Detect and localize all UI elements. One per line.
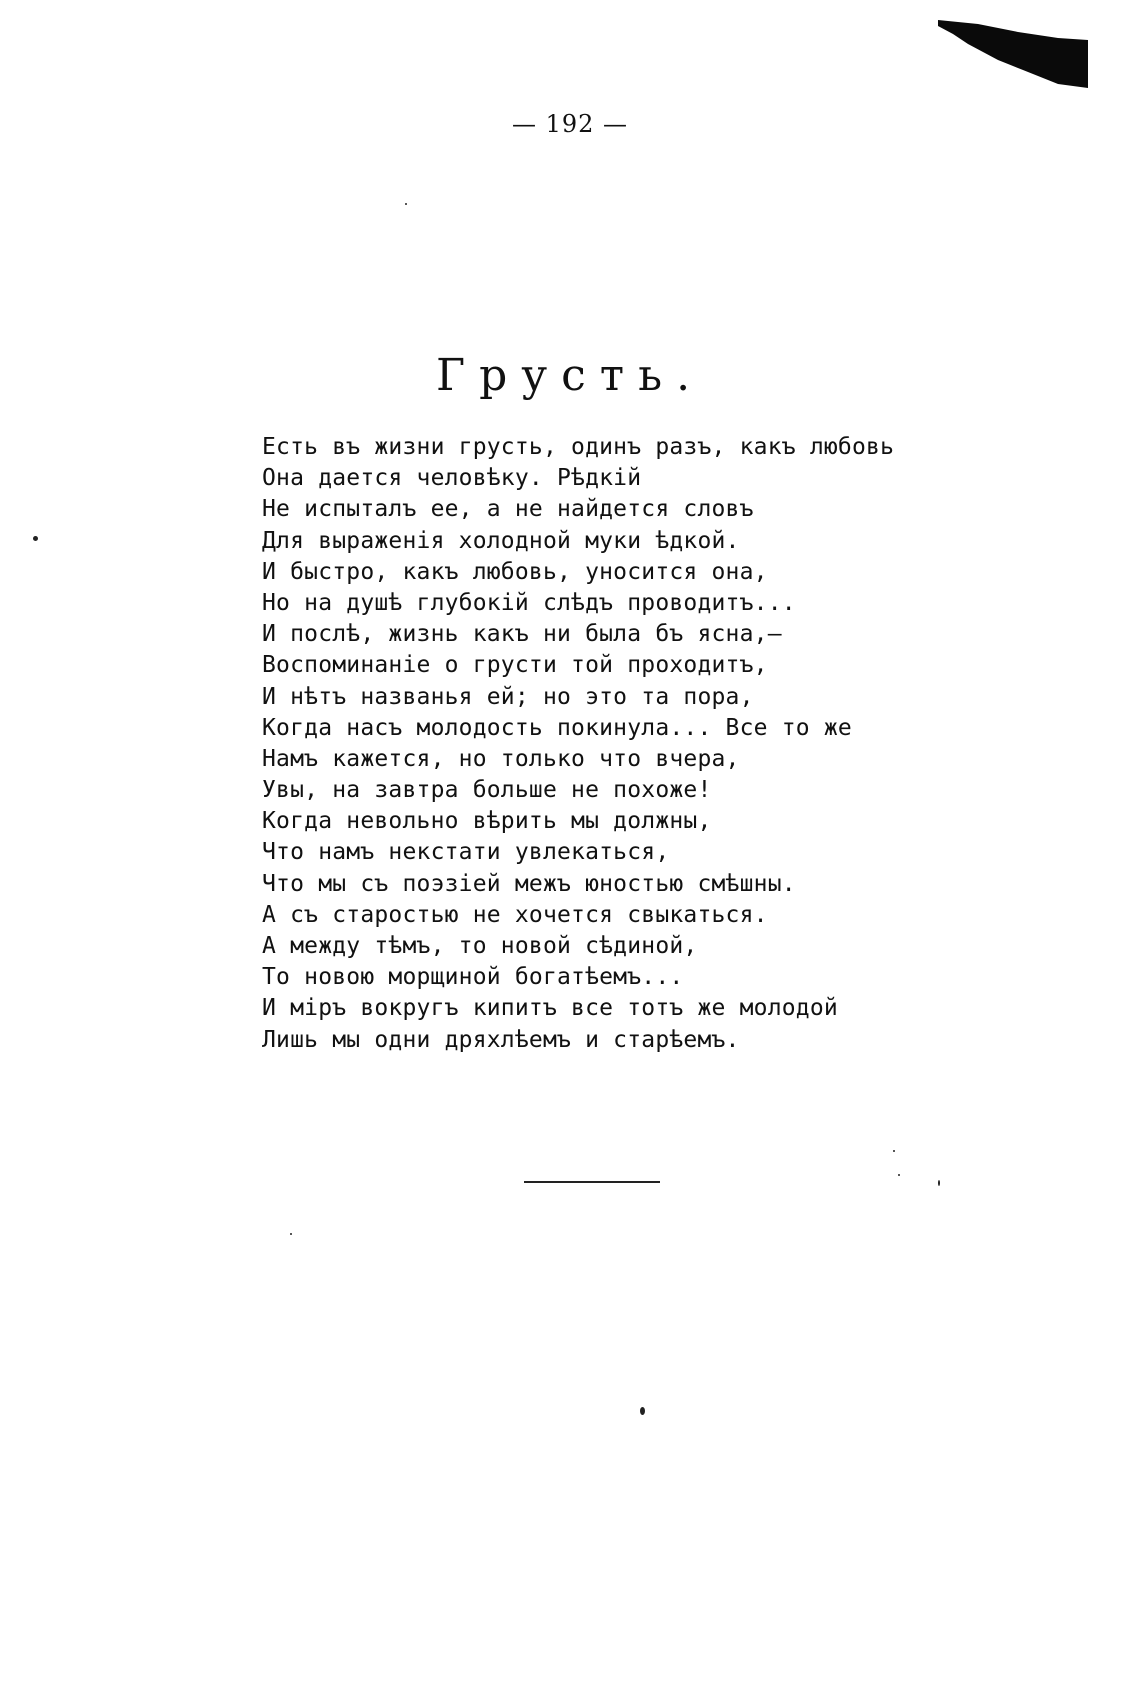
poem-body [262, 432, 1002, 1056]
poem-line: И быстро, какъ любовь, уносится она, [262, 558, 768, 585]
poem-line: Намъ кажется, но только что вчера, [262, 745, 740, 772]
poem-line: А съ старостью не хочется свыкаться. [262, 901, 768, 928]
poem-line: Не испыталъ ее, а не найдется словъ [262, 496, 754, 523]
poem-line: Когда невольно вѣрить мы должны, [262, 808, 712, 835]
ink-speck [938, 1180, 940, 1186]
poem-line: Лишь мы одни дряхлѣемъ и старѣемъ. [262, 1026, 740, 1053]
ink-speck [893, 1150, 895, 1152]
poem-line: И нѣтъ названья ей; но это та пора, [262, 683, 754, 710]
poem-line: Увы, на завтра больше не похоже! [262, 777, 712, 804]
poem-line: И послѣ, жизнь какъ ни была бъ ясна,— [262, 621, 782, 648]
end-rule [524, 1181, 660, 1183]
poem-line: И міръ вокругъ кипитъ все тотъ же молодой [262, 995, 838, 1022]
poem-line: Она дается человѣку. Рѣдкій [262, 465, 642, 492]
poem-line: Что намъ некстати увлекаться, [262, 839, 670, 866]
poem-line: Что мы съ поэзіей межъ юностью смѣшны. [262, 870, 796, 897]
poem-title: Грусть. [435, 350, 705, 401]
poem-line: Для выраженія холодной муки ѣдкой. [262, 527, 740, 554]
page-number: — 192 — [511, 110, 629, 138]
poem-line: Воспоминаніе о грусти той проходитъ, [262, 652, 768, 679]
ink-speck [405, 203, 407, 205]
ink-speck [640, 1407, 645, 1415]
poem-line: Когда насъ молодость покинула... Все то же [262, 714, 852, 741]
poem-line: Но на душѣ глубокій слѣдъ проводитъ... [262, 589, 796, 616]
scan-artifact [938, 18, 1088, 88]
poem-line: А между тѣмъ, то новой сѣдиной, [262, 933, 698, 959]
ink-speck [33, 536, 38, 541]
poem-line: То новою морщиной богатѣемъ... [262, 964, 684, 991]
poem-line: Есть въ жизни грусть, одинъ разъ, какъ любовь [262, 434, 895, 460]
ink-speck [290, 1233, 292, 1235]
ink-speck [898, 1174, 900, 1176]
